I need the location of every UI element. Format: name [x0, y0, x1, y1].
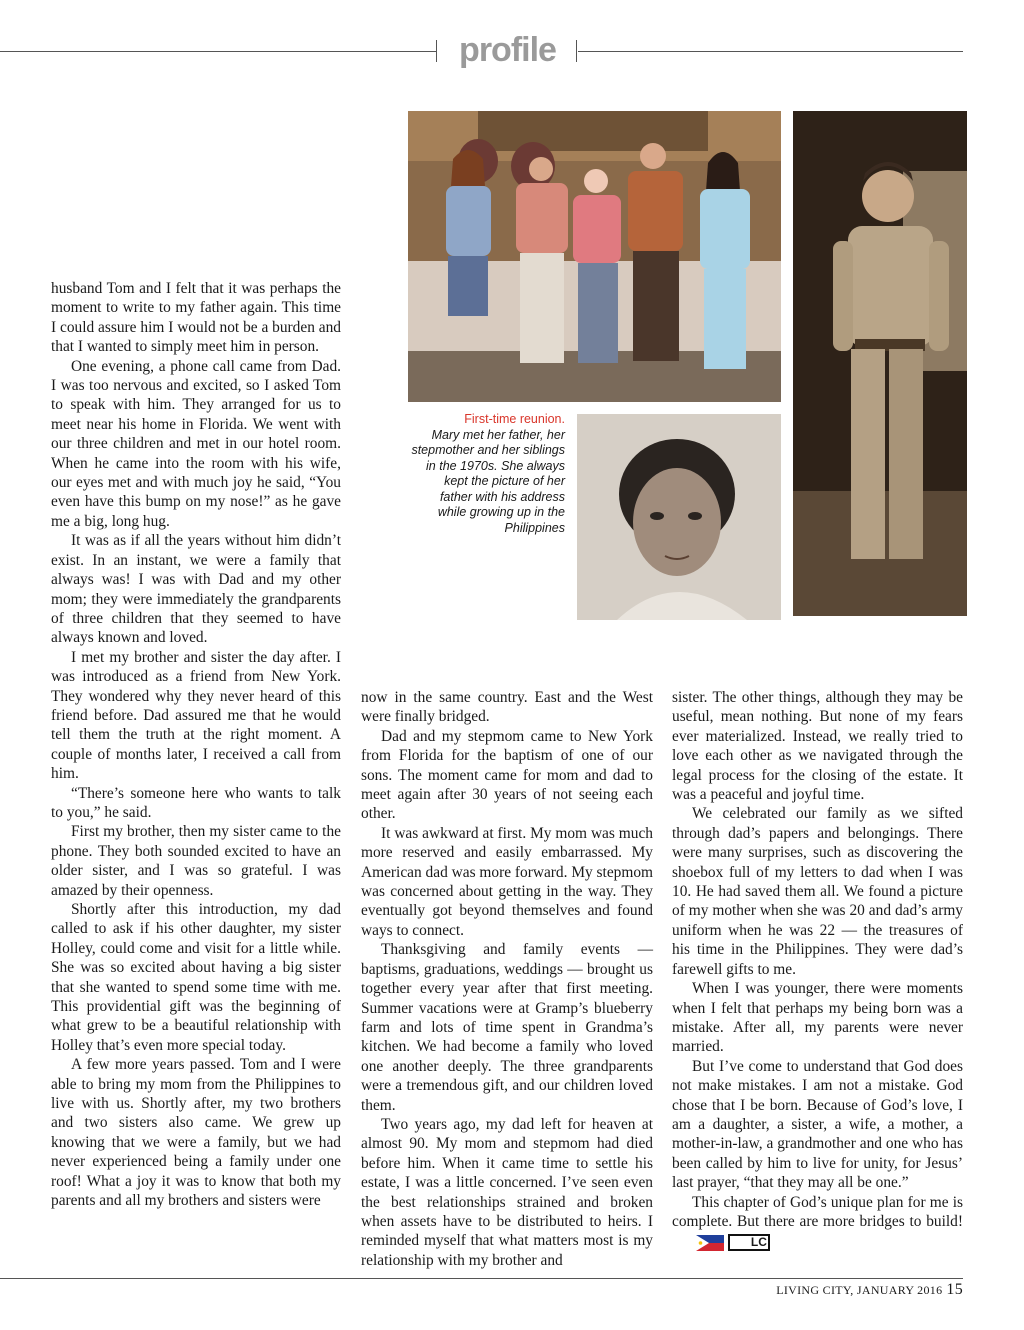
family-photo — [408, 111, 781, 402]
publication-name: LIVING CITY, JANUARY 2016 — [776, 1283, 943, 1297]
header-rule-right — [578, 51, 963, 52]
paragraph: We celebrated our family as we sifted through dad’s papers and belongings. There were many surprises, such as discovering the shoebox full of my letters to dad when I was 10. He had saved them all. We found a picture of my mother when she was 20 and dad’s army uniform when he was 22 — the treasures of his time in the Philippines. They were dad’s farewell gifts to me. — [672, 805, 963, 978]
section-title: profile — [459, 31, 556, 69]
paragraph: One evening, a phone call came from Dad. I was too nervous and excited, so I asked Tom to speak with him. They arranged for us to meet near his home in Florida. We went with our three children and met in our hotel room. When he came into the room with his wife, our eyes met and with much joy he said, “You even have this bump on my nose!” as he gave me a big, long hug. — [51, 357, 341, 530]
paragraph: I met my brother and sister the day after. I was introduced as a friend from New York. They wondered why they never heard of this friend before. Dad assured me that he would tell them the truth at the right moment. A couple of months later, I received a call from him. — [51, 648, 341, 783]
soldier-photo-image — [793, 111, 967, 616]
paragraph: Two years ago, my dad left for heaven at almost 90. My mom and stepmom had died before him. When it came time to settle his estate, I was a little concerned. I’ve seen even the best relationships strained and broken when assets have to be distributed to heirs. I reminded myself that what matters most is my relationship with my brother and — [361, 1115, 653, 1269]
article-column-3 — [672, 688, 963, 1252]
header-rule-left — [0, 51, 436, 52]
footer-rule — [0, 1278, 963, 1279]
paragraph: “There’s someone here who wants to talk to you,” he said. — [51, 784, 341, 821]
paragraph: Thanksgiving and family events — baptisms, graduations, weddings — brought us together every year after that first meeting. Summer vacations were at Gramp’s blueberry farm and lots of time spent in Grandma’s kitchen. We had become a family who loved one another deeply. The three grandparents were a tremendous gift, and our children loved them. — [361, 941, 653, 1114]
paragraph: Dad and my stepmom came to New York from Florida for the baptism of one of our sons. The moment came for mom and dad to meet again after 30 years of not seeing each other. — [361, 727, 653, 823]
last-paragraph-text: This chapter of God’s unique plan for me is complete. But there are more bridges to build! — [672, 1193, 963, 1230]
philippine-flag-icon — [696, 1235, 724, 1251]
paragraph: It was as if all the years without him didn’t exist. In an instant, we were a family that always was! I was with Dad and my other mom; they were immediately the grandparents of three children that they seemed to have always known and loved. — [51, 532, 341, 647]
photo-caption — [410, 412, 565, 536]
paragraph: now in the same country. East and the West were finally bridged. — [361, 689, 653, 726]
paragraph: sister. The other things, although they may be useful, mean nothing. But none of my fears ever materialized. Instead, we really tried to love each other as we navigated through the legal process for the closing of the estate. It was a peaceful and joyful time. — [672, 689, 963, 804]
girl-photo — [577, 414, 781, 620]
paragraph: But I’ve come to understand that God does not make mistakes. I am not a mistake. God chose that I be born. Because of God’s love, I am a daughter, a sister, a wife, a mother, a mother-in-law, a grandmother and one who has been called by him to live for unity, for Jesus’ last prayer, “that they may all be one.” — [672, 1057, 963, 1192]
paragraph: When I was younger, there were moments when I felt that perhaps my being born was a mistake. After all, my parents were never married. — [672, 980, 963, 1056]
header-tick-right — [576, 40, 577, 62]
soldier-photo — [793, 111, 967, 616]
paragraph — [672, 1193, 963, 1252]
end-marks — [676, 1232, 770, 1251]
girl-photo-image — [577, 414, 781, 620]
family-photo-image — [408, 111, 781, 402]
paragraph: A few more years passed. Tom and I were able to bring my mom from the Philippines to live with us. Shortly after, my two brothers and two sisters also came. We grew up knowing that we were a family, but we had never experienced being a family under one roof! What a joy it was to know that both my parents and all my brothers and sisters were — [51, 1056, 341, 1210]
paragraph: First my brother, then my sister came to the phone. They both sounded excited to have an older sister, and I was so grateful. I was amazed by their openness. — [51, 823, 341, 899]
paragraph: It was awkward at first. My mom was much more reserved and easily embarrassed. My American dad was more forward. My stepmom was concerned about getting in the way. They eventually got beyond themselves and found ways to connect. — [361, 824, 653, 939]
paragraph: husband Tom and I felt that it was perhaps the moment to write to my father again. This time I could assure him I would not be a burden and that I wanted to simply meet him in person. — [51, 280, 341, 356]
article-column-2 — [361, 688, 653, 1270]
caption-body: Mary met her father, her stepmother and her siblings in the 1970s. She always kept the picture of her father with his address while growing up in the Philippines — [411, 427, 565, 535]
lc-logo-icon: LC — [728, 1234, 770, 1251]
page-footer — [776, 1281, 963, 1299]
paragraph: Shortly after this introduction, my dad called to ask if his other daughter, my sister Holley, could come and visit for a little while. She was so excited about having a big sister that she wanted to spend some time with me. This providential gift was the beginning of what grew to be a beautiful relationship with Holley that’s even more special today. — [51, 901, 341, 1054]
article-column-1 — [51, 279, 341, 1211]
caption-title: First-time reunion. — [464, 412, 565, 426]
page-number: 15 — [946, 1281, 963, 1298]
header-tick-left — [436, 40, 437, 62]
